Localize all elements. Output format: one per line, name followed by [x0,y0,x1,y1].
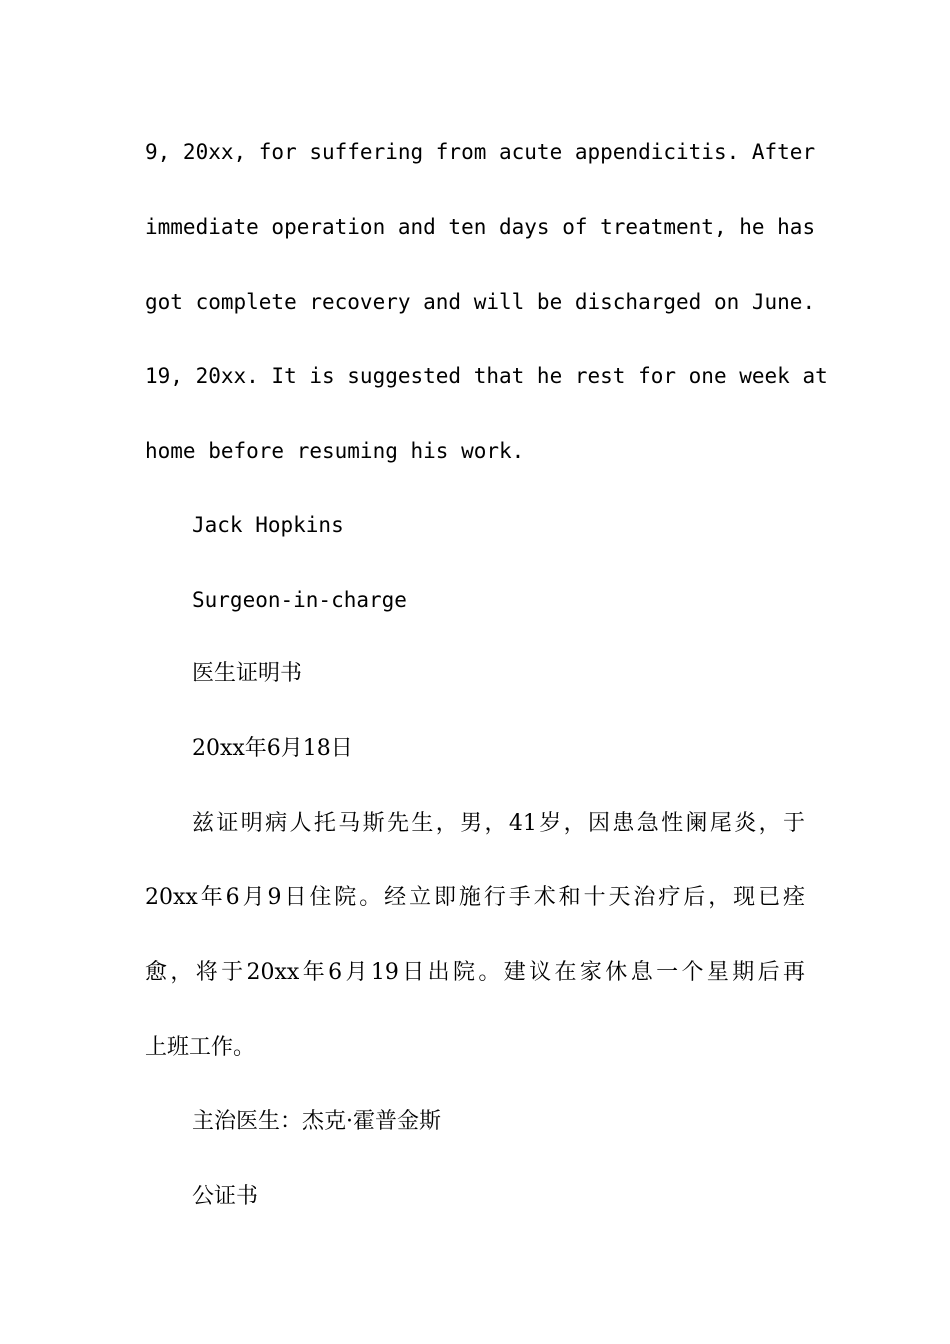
chinese-paragraph-line: 愈，将于20xx年6月19日出院。建议在家休息一个星期后再 [145,960,805,985]
signer-title: Surgeon-in-charge [192,588,407,612]
chinese-signer: 主治医生：杰克·霍普金斯 [192,1109,441,1134]
signer-name: Jack Hopkins [192,513,344,537]
chinese-paragraph-line: 上班工作。 [145,1035,256,1060]
english-paragraph-line: 19, 20xx. It is suggested that he rest for one week at [145,364,828,388]
english-paragraph-line: home before resuming his work. [145,439,525,463]
english-paragraph-line: immediate operation and ten days of treatment, he has [145,215,816,239]
chinese-paragraph-line: 20xx年6月9日住院。经立即施行手术和十天治疗后，现已痊 [145,885,805,910]
next-section-heading: 公证书 [192,1184,259,1209]
english-paragraph-line: got complete recovery and will be discharged on June. [145,290,816,314]
chinese-paragraph-line: 兹证明病人托马斯先生，男，41岁，因患急性阑尾炎，于 [192,811,805,836]
chinese-title: 医生证明书 [192,661,303,686]
english-paragraph-line: 9, 20xx, for suffering from acute appendicitis. After [145,140,816,164]
chinese-date: 20xx年6月18日 [192,736,353,761]
